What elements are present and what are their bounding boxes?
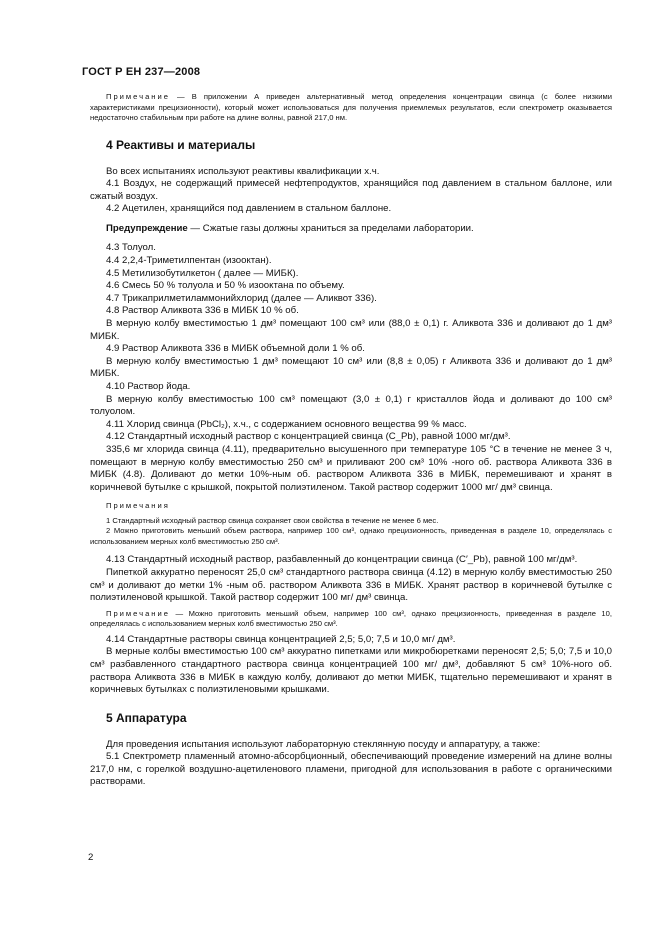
section-5-intro: Для проведения испытания используют лабораторную стеклянную посуду и аппаратуру, а также: xyxy=(106,738,541,750)
item-4-14: 4.14 Стандартные растворы свинца концентрацией 2,5; 5,0; 7,5 и 10,0 мг/ дм³. xyxy=(106,633,456,645)
item-4-9: 4.9 Раствор Аликвота 336 в МИБК объемной доли 1 % об. xyxy=(106,343,365,355)
note-3-head: Примечание xyxy=(106,608,170,618)
note-intro-head: Примечание xyxy=(106,92,170,101)
item-4-4: 4.4 2,2,4-Триметилпентан (изооктан). xyxy=(106,255,272,267)
note-intro-text: — В приложении А приведен альтернативный метод определения концентрации свинца (с более низкими характеристиками прецизионности), который может использоваться для получения приемлемых результатов, если спектрометр оказывается недостаточно стабильным при работе на длине волны, равной 217,0 нм. xyxy=(90,92,612,122)
item-4-13-body: Пипеткой аккуратно переносят 25,0 см³ стандартного раствора свинца (4.12) в мерную колбу вместимостью 250 см³ и доливают до метки 1% -ным об. раствором Аликвота 336 в МИБК. Хранят раствор в коричневой бутылке с полиэтиленовой крышкой. Такой раствор содержит 100 мг/ дм³ свинца. xyxy=(90,566,612,604)
item-4-2: 4.2 Ацетилен, хранящийся под давлением в стальном баллоне. xyxy=(106,203,392,215)
item-4-10: 4.10 Раствор йода. xyxy=(106,381,191,392)
warning-label: Предупреждение xyxy=(106,222,188,234)
page-number: 2 xyxy=(88,852,94,863)
item-4-7: 4.7 Трикаприлметиламмонийхлорид (далее — Аликвот 336). xyxy=(106,292,377,304)
item-4-6: 4.6 Смесь 50 % толуола и 50 % изооктана по объему. xyxy=(106,280,345,292)
item-4-8: 4.8 Раствор Аликвота 336 в МИБК 10 % об. xyxy=(106,305,299,317)
item-4-14-body: В мерные колбы вместимостью 100 см³ аккуратно пипетками или микробюретками переносят 2,5; 5,0; 7,5 и 10,0 см³ разбавленного стандартного раствора свинца концентрацией 100 мг/ дм³, добавляют 5 см³ 10%-ного об. раствора Аликвота 336 в МИБК в каждую колбу, доливают до метки МИБК, тщательно перемешивают и хранят в коричневых бутылках с полиэтиленовыми крышками. xyxy=(90,646,612,696)
warning-paragraph xyxy=(90,223,612,236)
item-4-5: 4.5 Метилизобутилкетон ( далее — МИБК). xyxy=(106,267,299,279)
notes-heading: Примечания xyxy=(106,501,170,511)
note-intro xyxy=(90,92,612,124)
warning-text: — Сжатые газы должны храниться за пределами лаборатории. xyxy=(187,222,474,234)
item-4-8-body: В мерную колбу вместимостью 1 дм³ помещают 100 см³ или (88,0 ± 0,1) г. Аликвота 336 и доливают до 1 дм³ МИБК. xyxy=(90,318,612,342)
note-1: 1 Стандартный исходный раствор свинца сохраняет свои свойства в течение не менее 6 мес. xyxy=(106,515,439,525)
note-3-text: — Можно приготовить меньший объем, например 100 см³, однако прецизионность, приведенная в разделе 10, определялась с использованием мерных колб вместимостью 250 см³. xyxy=(90,608,612,629)
item-4-3: 4.3 Толуол. xyxy=(106,242,156,254)
item-4-9-body: В мерную колбу вместимостью 1 дм³ помещают 10 см³ или (8,8 ± 0,05) г Аликвота 336 и доливают до 1 дм³ МИБК. xyxy=(90,355,612,380)
item-4-1: 4.1 Воздух, не содержащий примесей нефтепродуктов, хранящийся под давлением в стальном баллоне, или сжатый воздух. xyxy=(90,178,612,202)
page-content xyxy=(90,92,612,789)
item-4-12-body: 335,6 мг хлорида свинца (4.11), предварительно высушенного при температуре 105 °C в течение не менее 3 ч, помещают в мерную колбу вместимостью 250 см³ и приливают 200 см³ 10% -ного об. раствора Аликвота 336 в МИБК (4.8). Доливают до метки 10%-ным об. раствором Аликвота 336 в МИБК, перемешивают и хранят в коричневой бутылке с крышкой, покрытой полиэтиленом. Такой раствор содержит 1000 мг/ дм³ свинца. xyxy=(90,443,612,493)
item-4-10-body: В мерную колбу вместимостью 100 см³ помещают (3,0 ± 0,1) г кристаллов йода и доливают до 100 см³ толуолом. xyxy=(90,393,612,418)
section-4-intro: Во всех испытаниях используют реактивы квалификации х.ч. xyxy=(106,165,380,177)
item-5-1: 5.1 Спектрометр пламенный атомно-абсорбционный, обеспечивающий проведение измерений на длине волны 217,0 нм, с горелкой воздушно-ацетиленового пламени, пригодной для использования в работе с органическими растворами. xyxy=(90,751,612,788)
item-4-13: 4.13 Стандартный исходный раствор, разбавленный до концентрации свинца (C′_Pb), равной 100 мг/дм³. xyxy=(106,554,578,566)
page-header-title: ГОСТ Р ЕН 237—2008 xyxy=(82,66,201,78)
note-3 xyxy=(90,609,612,630)
item-4-11: 4.11 Хлорид свинца (PbCl₂), х.ч., с содержанием основного вещества 99 % масс. xyxy=(106,418,467,430)
note-2: 2 Можно приготовить меньший объем раствора, например 100 см³, однако прецизионность, приведенная в разделе 10, определялась с использованием мерных колб вместимостью 250 см³. xyxy=(90,526,612,546)
section-4-title: 4 Реактивы и материалы xyxy=(106,137,256,152)
section-5-title: 5 Аппаратура xyxy=(106,710,187,725)
item-4-12: 4.12 Стандартный исходный раствор с концентрацией свинца (C_Pb), равной 1000 мг/дм³. xyxy=(106,431,511,443)
